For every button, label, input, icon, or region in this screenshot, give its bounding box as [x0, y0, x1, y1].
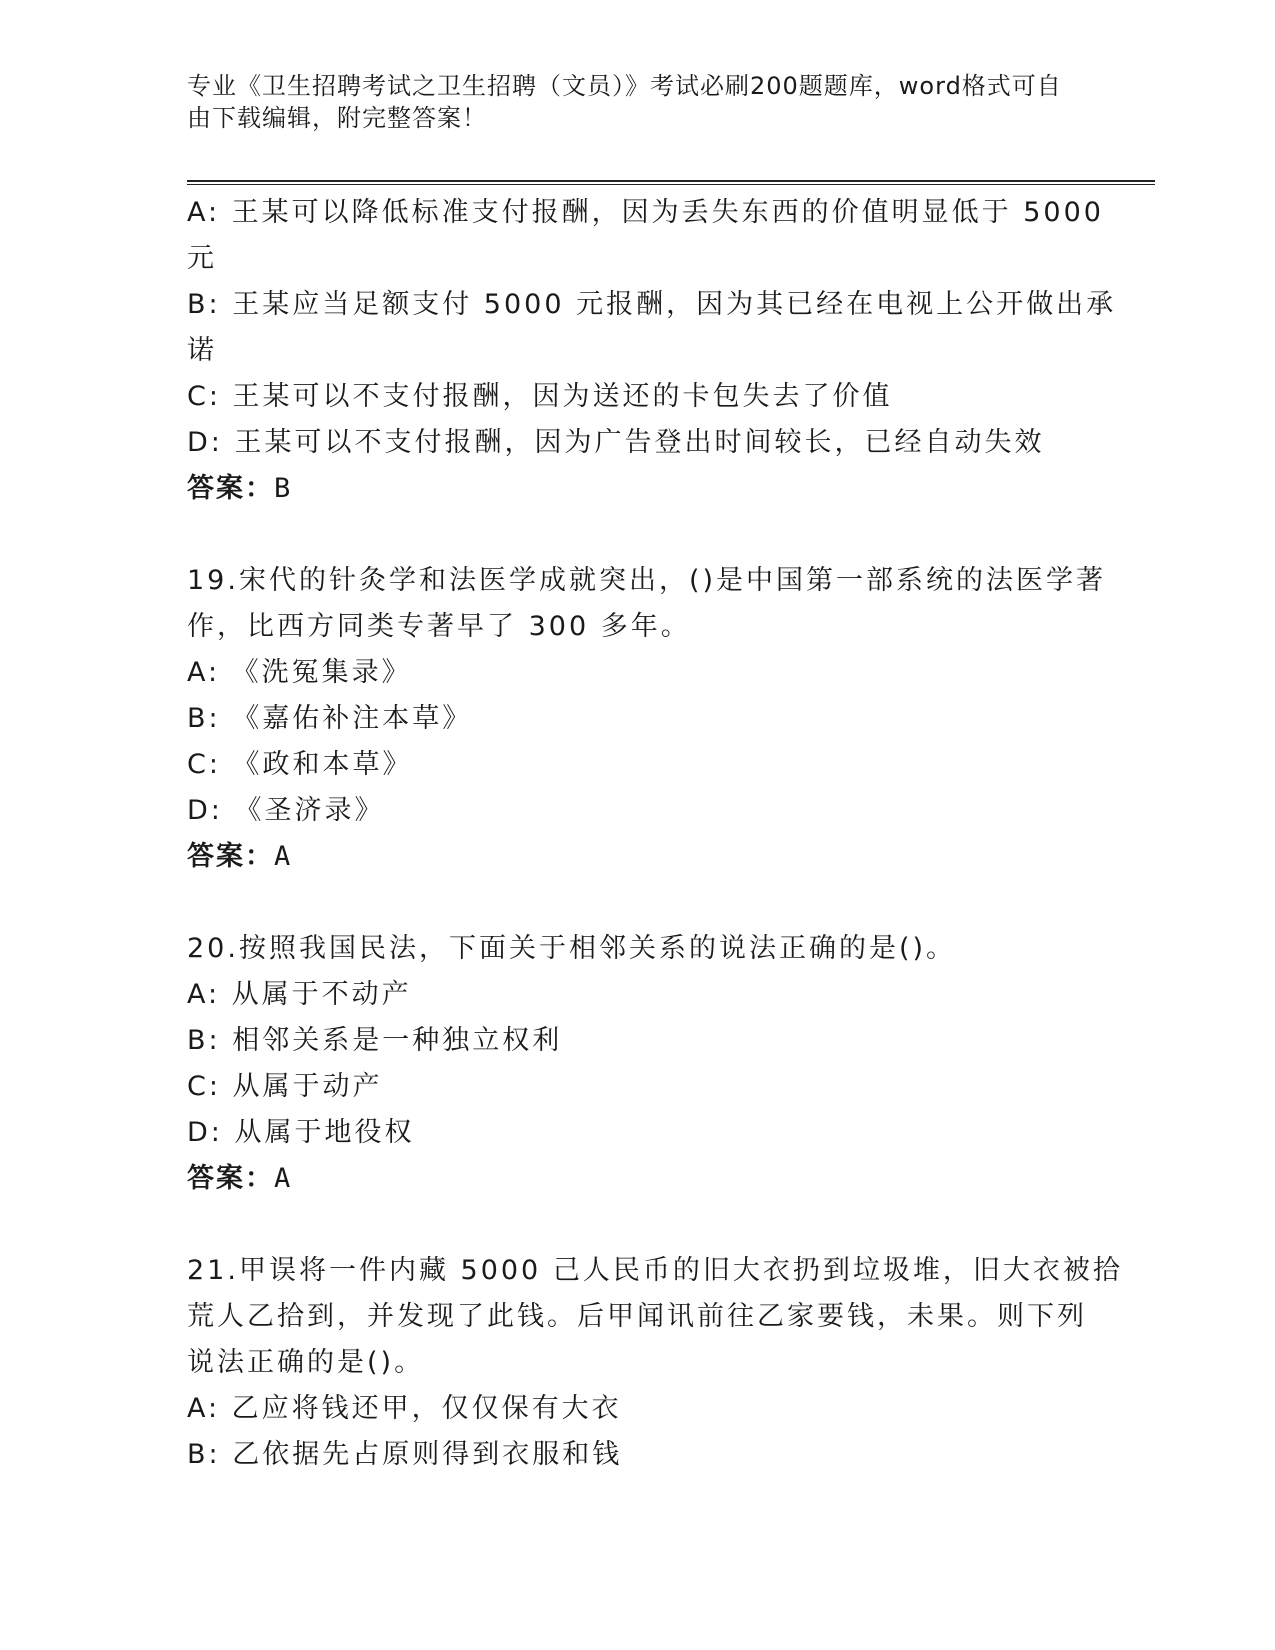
- question-stem-line-2: 作，比西方同类专著早了 300 多年。: [187, 611, 691, 642]
- question-stem-line-2: 荒人乙拾到，并发现了此钱。后甲闻讯前往乙家要钱，未果。则下列: [187, 1301, 1087, 1332]
- spacer: [187, 512, 1077, 558]
- question-18: [187, 190, 1117, 512]
- question-21: [187, 1248, 1123, 1478]
- option-d: D: 《圣济录》: [187, 795, 385, 826]
- header-rule-thin: [187, 184, 1155, 185]
- answer-value: A: [274, 1163, 293, 1194]
- option-c: C: 从属于动产: [187, 1071, 383, 1102]
- header-line-1: 专业《卫生招聘考试之卫生招聘（文员）》考试必刷200题题库，word格式可自: [187, 72, 1062, 100]
- option-b-line-2: 诺: [187, 335, 217, 366]
- answer: [187, 1156, 1077, 1202]
- option-b: B: 《嘉佑补注本草》: [187, 703, 473, 734]
- answer-label: 答案：: [187, 841, 274, 872]
- answer: [187, 466, 1077, 512]
- option-a: A: 《洗冤集录》: [187, 657, 412, 688]
- option-c: C: 王某可以不支付报酬，因为送还的卡包失去了价值: [187, 381, 893, 412]
- question-stem-line-1: 21.甲误将一件内藏 5000 己人民币的旧大衣扔到垃圾堆，旧大衣被拾: [187, 1255, 1123, 1286]
- question-stem-line-1: 20.按照我国民法，下面关于相邻关系的说法正确的是()。: [187, 933, 957, 964]
- option-b-line-1: B: 王某应当足额支付 5000 元报酬，因为其已经在电视上公开做出承: [187, 289, 1117, 320]
- option-d: D: 从属于地役权: [187, 1117, 415, 1148]
- answer-label: 答案：: [187, 1163, 274, 1194]
- spacer: [187, 880, 1077, 926]
- option-a: A: 乙应将钱还甲，仅仅保有大衣: [187, 1393, 622, 1424]
- answer-value: A: [274, 841, 293, 872]
- option-a: A: 从属于不动产: [187, 979, 412, 1010]
- option-c: C: 《政和本草》: [187, 749, 413, 780]
- document-body: [187, 190, 1123, 1478]
- option-a-line-1: A: 王某可以降低标准支付报酬，因为丢失东西的价值明显低于 5000: [187, 197, 1104, 228]
- answer-value: B: [274, 473, 293, 504]
- header-rule-thick: [187, 180, 1155, 182]
- header-line-2: 由下载编辑，附完整答案！: [187, 104, 487, 132]
- document-header: [187, 70, 1067, 134]
- option-a-line-2: 元: [187, 243, 217, 274]
- answer-label: 答案：: [187, 473, 274, 504]
- option-b: B: 相邻关系是一种独立权利: [187, 1025, 563, 1056]
- spacer: [187, 1202, 1077, 1248]
- question-stem-line-3: 说法正确的是()。: [187, 1347, 425, 1378]
- question-19: [187, 558, 1107, 880]
- answer: [187, 834, 1077, 880]
- question-20: [187, 926, 1077, 1202]
- option-b: B: 乙依据先占原则得到衣服和钱: [187, 1439, 623, 1470]
- option-d: D: 王某可以不支付报酬，因为广告登出时间较长，已经自动失效: [187, 427, 1045, 458]
- question-stem-line-1: 19.宋代的针灸学和法医学成就突出，()是中国第一部系统的法医学著: [187, 565, 1107, 596]
